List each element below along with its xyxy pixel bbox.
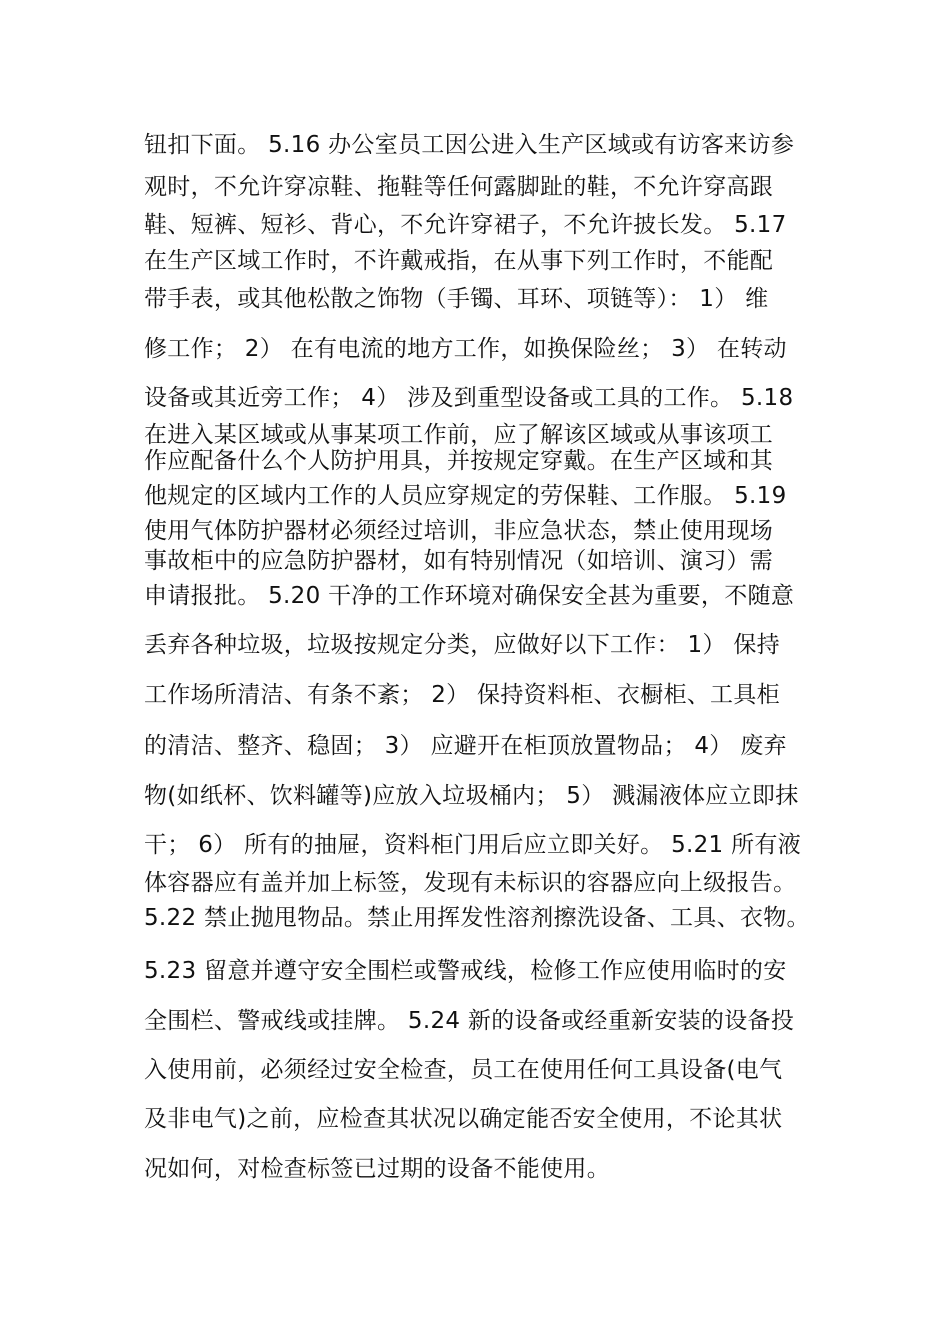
text-line: 事故柜中的应急防护器材，如有特别情况（如培训、演习）需 [144,548,774,574]
text-line: 在进入某区域或从事某项工作前，应了解该区域或从事该项工 [144,422,774,448]
text-line: 况如何，对检查标签已过期的设备不能使用。 [144,1156,610,1182]
text-line: 5.22 禁止抛甩物品。禁止用挥发性溶剂擦洗设备、工具、衣物。 [144,905,810,931]
text-line: 使用气体防护器材必须经过培训，非应急状态，禁止使用现场 [144,518,774,544]
text-line: 鞋、短裤、短衫、背心，不允许穿裙子，不允许披长发。 5.17 [144,212,787,238]
text-line: 物(如纸杯、饮料罐等)应放入垃圾桶内； 5） 溅漏液体应立即抹 [144,783,799,809]
text-line: 体容器应有盖并加上标签，发现有未标识的容器应向上级报告。 [144,870,797,896]
text-line: 观时，不允许穿凉鞋、拖鞋等任何露脚趾的鞋，不允许穿高跟 [144,174,774,200]
text-line: 干； 6） 所有的抽屉，资料柜门用后应立即关好。 5.21 所有液 [144,832,801,858]
text-line: 5.23 留意并遵守安全围栏或警戒线，检修工作应使用临时的安 [144,958,787,984]
text-line: 的清洁、整齐、稳固； 3） 应避开在柜顶放置物品； 4） 废弃 [144,733,787,759]
text-line: 作应配备什么个人防护用具，并按规定穿戴。在生产区域和其 [144,448,774,474]
text-line: 全围栏、警戒线或挂牌。 5.24 新的设备或经重新安装的设备投 [144,1008,795,1034]
text-line: 设备或其近旁工作； 4） 涉及到重型设备或工具的工作。 5.18 [144,385,794,411]
text-line: 钮扣下面。 5.16 办公室员工因公进入生产区域或有访客来访参 [144,132,795,158]
text-line: 丢弃各种垃圾，垃圾按规定分类，应做好以下工作： 1） 保持 [144,632,780,658]
text-line: 修工作； 2） 在有电流的地方工作，如换保险丝； 3） 在转动 [144,336,787,362]
text-line: 工作场所清洁、有条不紊； 2） 保持资料柜、衣橱柜、工具柜 [144,682,780,708]
text-line: 申请报批。 5.20 干净的工作环境对确保安全甚为重要，不随意 [144,583,795,609]
text-line: 带手表，或其他松散之饰物（手镯、耳环、项链等）： 1） 维 [144,286,769,312]
text-line: 及非电气)之前，应检查其状况以确定能否安全使用，不论其状 [144,1106,783,1132]
text-line: 他规定的区域内工作的人员应穿规定的劳保鞋、工作服。 5.19 [144,483,787,509]
text-line: 在生产区域工作时，不许戴戒指，在从事下列工作时，不能配 [144,248,774,274]
text-line: 入使用前，必须经过安全检查，员工在使用任何工具设备(电气 [144,1057,783,1083]
